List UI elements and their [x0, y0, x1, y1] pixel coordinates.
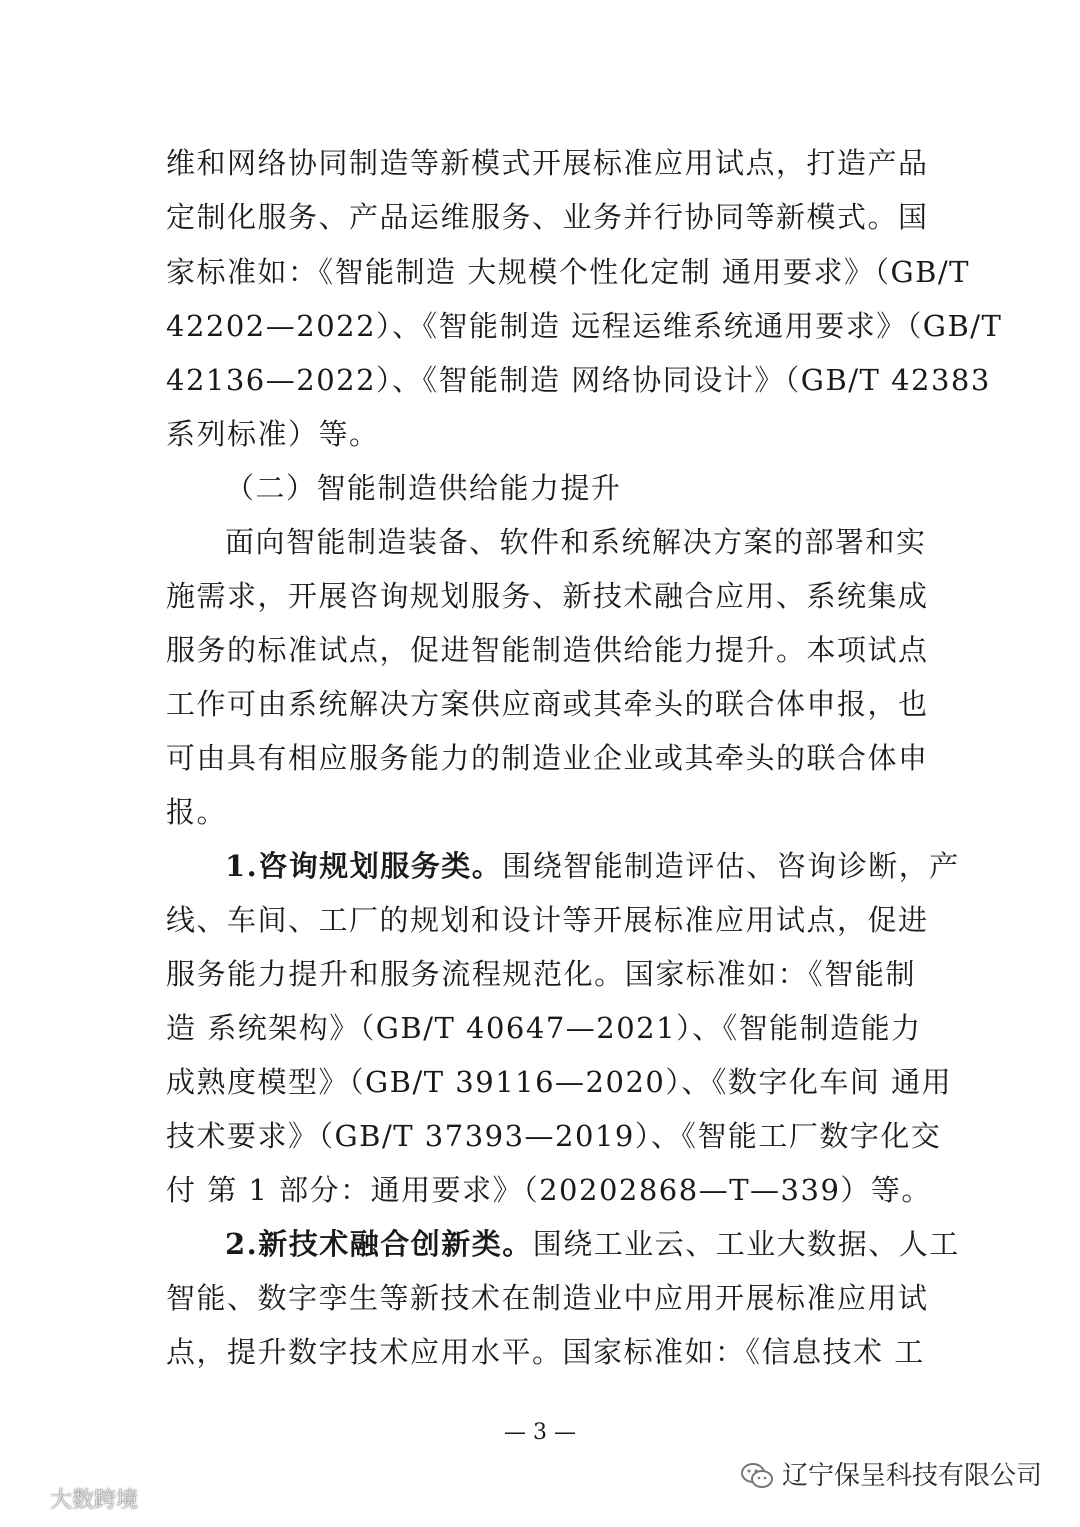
footer-brand	[740, 1458, 1042, 1494]
paragraph-line: 面向智能制造装备、软件和系统解决方案的部署和实	[225, 525, 927, 559]
wechat-icon	[740, 1462, 774, 1490]
watermark	[10, 1486, 138, 1516]
paragraph-line: 系列标准）等。	[166, 417, 380, 451]
item-1-first-line	[225, 846, 960, 886]
paragraph-line: 智能、数字孪生等新技术在制造业中应用开展标准应用试	[166, 1281, 929, 1315]
paragraph-line: 家标准如：《智能制造 大规模个性化定制 通用要求》（GB/T	[166, 255, 971, 289]
weibo-icon	[10, 1489, 46, 1513]
paragraph-line: 42136—2022）、《智能制造 网络协同设计》（GB/T 42383	[166, 363, 991, 397]
paragraph-line: 施需求，开展咨询规划服务、新技术融合应用、系统集成	[166, 579, 929, 613]
watermark-text: 大数跨境	[50, 1488, 139, 1513]
paragraph-line: 维和网络协同制造等新模式开展标准应用试点，打造产品	[166, 146, 929, 180]
paragraph-line: 定制化服务、产品运维服务、业务并行协同等新模式。国	[166, 200, 929, 234]
item-2-first-line	[225, 1224, 960, 1264]
paragraph-line: 报。	[166, 795, 228, 829]
footer-brand-name: 辽宁保呈科技有限公司	[781, 1461, 1042, 1491]
paragraph-line: 成熟度模型》（GB/T 39116—2020）、《数字化车间 通用	[166, 1065, 953, 1099]
paragraph-line: 可由具有相应服务能力的制造业企业或其牵头的联合体申	[166, 741, 929, 775]
paragraph-line: 线、车间、工厂的规划和设计等开展标准应用试点，促进	[166, 903, 929, 937]
item-2-text: 围绕工业云、工业大数据、人工	[532, 1227, 960, 1261]
paragraph-line: 服务的标准试点，促进智能制造供给能力提升。本项试点	[166, 633, 929, 667]
item-1-title: 1.咨询规划服务类。	[225, 849, 503, 883]
section-heading: （二）智能制造供给能力提升	[225, 471, 622, 505]
page-number: — 3 —	[504, 1420, 576, 1445]
paragraph-line: 42202—2022）、《智能制造 远程运维系统通用要求》（GB/T	[166, 309, 1003, 343]
paragraph-line: 付 第 1 部分：通用要求》（20202868—T—339）等。	[166, 1173, 932, 1207]
paragraph-line: 点，提升数字技术应用水平。国家标准如：《信息技术 工	[166, 1335, 925, 1369]
paragraph-line: 造 系统架构》（GB/T 40647—2021）、《智能制造能力	[166, 1011, 922, 1045]
item-2-title: 2.新技术融合创新类。	[225, 1227, 533, 1261]
paragraph-line: 工作可由系统解决方案供应商或其牵头的联合体申报，也	[166, 687, 929, 721]
paragraph-line: 服务能力提升和服务流程规范化。国家标准如：《智能制	[166, 957, 916, 991]
item-1-text: 围绕智能制造评估、咨询诊断，产	[502, 849, 960, 883]
paragraph-line: 技术要求》（GB/T 37393—2019）、《智能工厂数字化交	[166, 1119, 942, 1153]
